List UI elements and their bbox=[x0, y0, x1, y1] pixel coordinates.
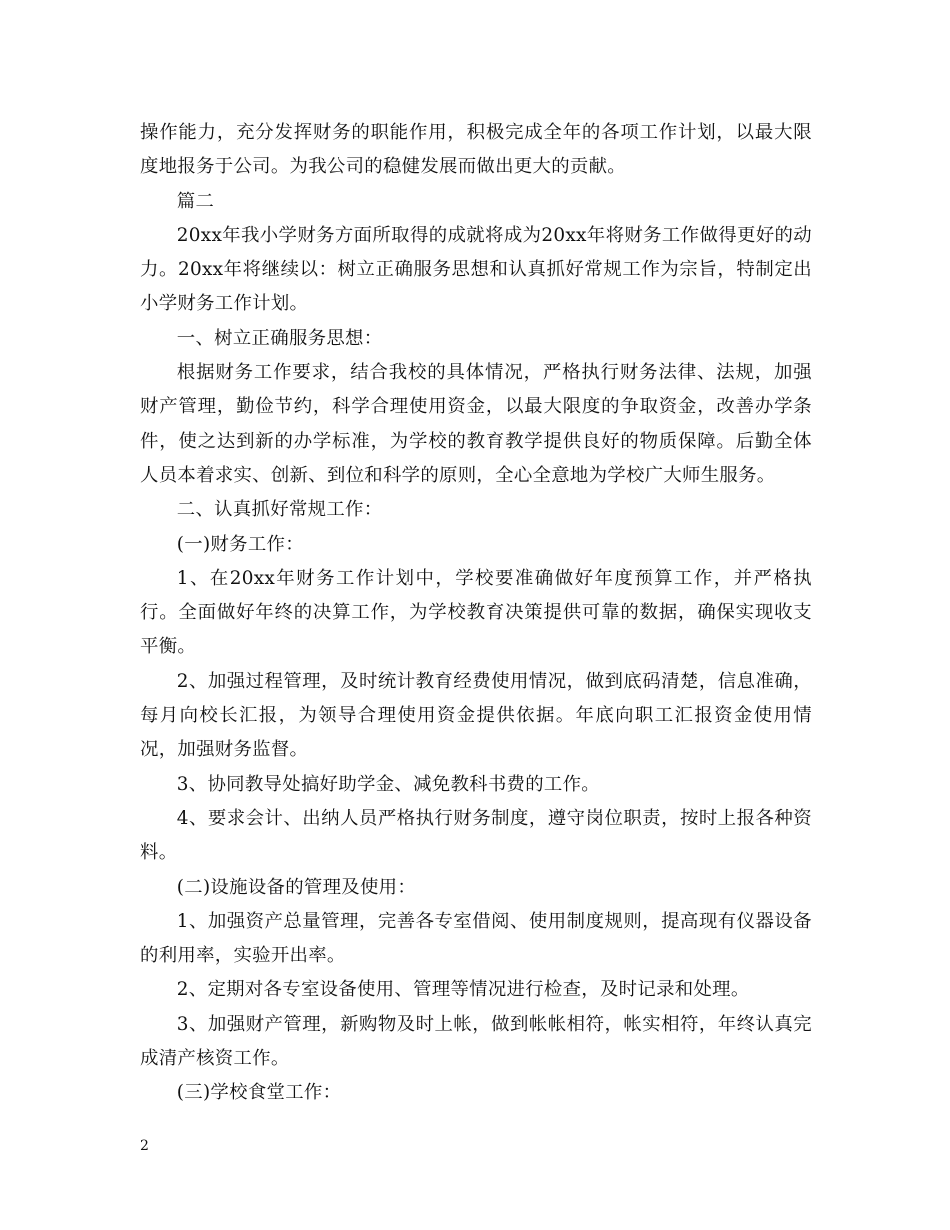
list-item-finance-3: 3、协同教导处搞好助学金、减免教科书费的工作。 bbox=[176, 773, 600, 795]
section-heading-pian-er: 篇二 bbox=[176, 190, 215, 212]
heading-service-thought: 一、树立正确服务思想： bbox=[176, 327, 383, 349]
subheading-facilities: (二)设施设备的管理及使用： bbox=[176, 876, 417, 898]
page-number: 2 bbox=[140, 1138, 149, 1154]
list-item-finance-2: 2、加强过程管理，及时统计教育经费使用情况，做到底码清楚，信息准确，每月向校长汇报，为领导合理使用资金提供依据。年底向职工汇报资金使用情况，加强财务监督。 bbox=[140, 670, 812, 761]
list-item-finance-1: 1、在20xx年财务工作计划中，学校要准确做好年度预算工作，并严格执行。全面做好年终的决算工作，为学校教育决策提供可靠的数据，确保实现收支平衡。 bbox=[140, 567, 812, 658]
paragraph-intro: 20xx年我小学财务方面所取得的成就将成为20xx年将财务工作做得更好的动力。20xx年将继续以：树立正确服务思想和认真抓好常规工作为宗旨，特制定出小学财务工作计划。 bbox=[140, 224, 812, 315]
document-body bbox=[140, 116, 812, 1111]
list-item-facilities-3: 3、加强财产管理，新购物及时上帐，做到帐帐相符，帐实相符，年终认真完成清产核资工作。 bbox=[140, 1013, 812, 1070]
subheading-canteen: (三)学校食堂工作： bbox=[176, 1082, 342, 1104]
list-item-facilities-1: 1、加强资产总量管理，完善各专室借阅、使用制度规则，提高现有仪器设备的利用率，实验开出率。 bbox=[140, 910, 812, 967]
paragraph-continued: 操作能力，充分发挥财务的职能作用，积极完成全年的各项工作计划，以最大限度地报务于公司。为我公司的稳健发展而做出更大的贡献。 bbox=[140, 122, 812, 178]
subheading-finance-work: (一)财务工作： bbox=[176, 533, 304, 555]
list-item-finance-4: 4、要求会计、出纳人员严格执行财务制度，遵守岗位职责，按时上报各种资料。 bbox=[140, 807, 812, 864]
heading-routine-work: 二、认真抓好常规工作： bbox=[176, 499, 383, 521]
list-item-facilities-2: 2、定期对各专室设备使用、管理等情况进行检查，及时记录和处理。 bbox=[176, 979, 750, 1001]
paragraph-service-thought: 根据财务工作要求，结合我校的具体情况，严格执行财务法律、法规，加强财产管理，勤俭节约，科学合理使用资金，以最大限度的争取资金，改善办学条件，使之达到新的办学标准，为学校的教育教学提供良好的物质保障。后勤全体人员本着求实、创新、到位和科学的原则，全心全意地为学校广大师生服务。 bbox=[140, 362, 812, 486]
